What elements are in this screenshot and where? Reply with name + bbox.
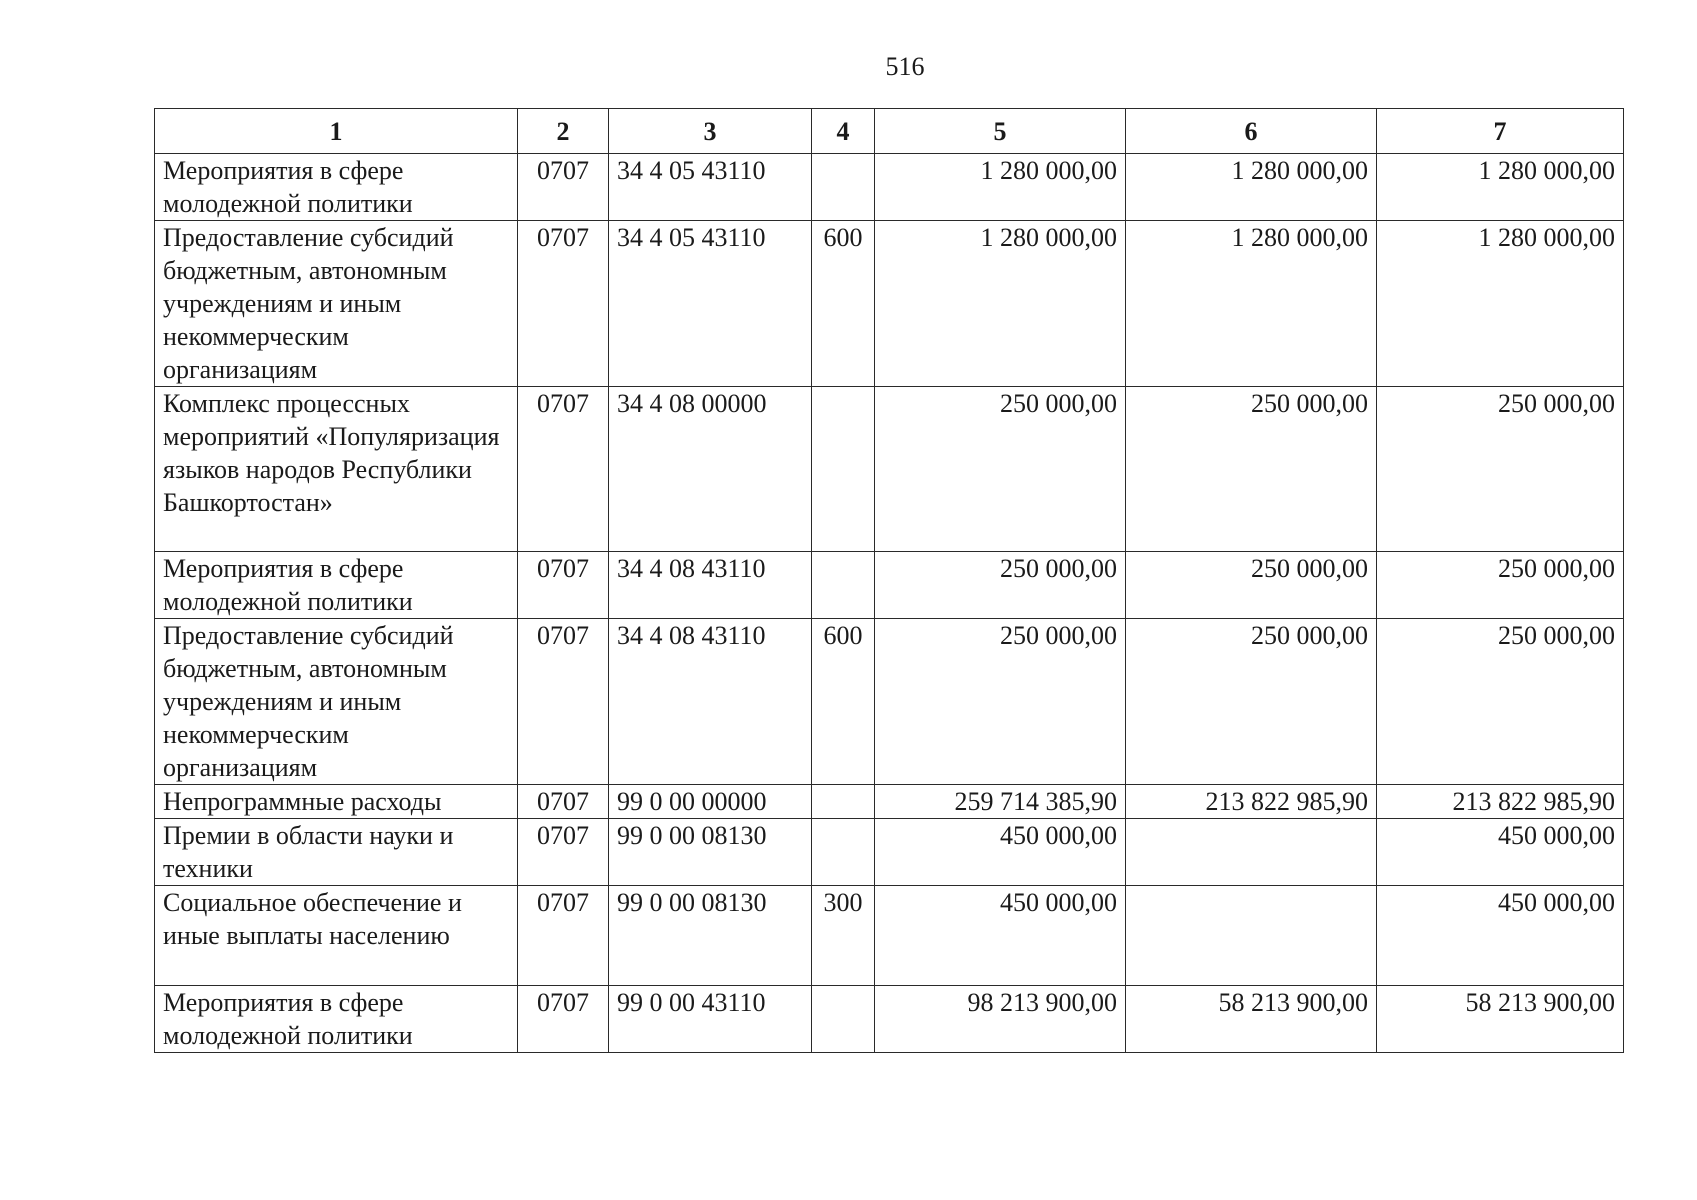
row-section: 0707 [518,387,609,552]
header-col-2: 2 [518,109,609,154]
row-amount-1: 450 000,00 [875,886,1126,986]
table-row [155,819,1624,886]
row-article: 34 4 05 43110 [609,221,812,387]
row-amount-2: 1 280 000,00 [1126,221,1377,387]
header-row [155,109,1624,154]
row-amount-1: 1 280 000,00 [875,154,1126,221]
row-amount-1: 1 280 000,00 [875,221,1126,387]
row-amount-3: 213 822 985,90 [1377,785,1624,819]
row-section: 0707 [518,221,609,387]
row-article: 34 4 08 43110 [609,552,812,619]
row-section: 0707 [518,785,609,819]
row-section: 0707 [518,886,609,986]
row-name: Предоставление субсидий бюджетным, автономным учреждениям и иным некоммерческим организациям [155,619,518,785]
row-name: Мероприятия в сфере молодежной политики [155,552,518,619]
row-expense-type [812,785,875,819]
row-article: 34 4 08 00000 [609,387,812,552]
row-amount-3: 1 280 000,00 [1377,221,1624,387]
row-amount-2: 58 213 900,00 [1126,986,1377,1053]
row-expense-type [812,986,875,1053]
row-amount-3: 250 000,00 [1377,619,1624,785]
row-amount-2: 250 000,00 [1126,619,1377,785]
table-row [155,986,1624,1053]
table-row [155,221,1624,387]
row-expense-type [812,819,875,886]
row-amount-1: 259 714 385,90 [875,785,1126,819]
row-name: Предоставление субсидий бюджетным, автономным учреждениям и иным некоммерческим организациям [155,221,518,387]
row-amount-2 [1126,819,1377,886]
table-row [155,785,1624,819]
row-amount-3: 250 000,00 [1377,387,1624,552]
row-article: 99 0 00 00000 [609,785,812,819]
row-name: Социальное обеспечение и иные выплаты населению [155,886,518,986]
header-col-4: 4 [812,109,875,154]
row-article: 99 0 00 08130 [609,819,812,886]
row-expense-type [812,154,875,221]
row-article: 34 4 05 43110 [609,154,812,221]
row-expense-type: 600 [812,221,875,387]
row-expense-type [812,552,875,619]
row-amount-1: 98 213 900,00 [875,986,1126,1053]
row-name: Премии в области науки и техники [155,819,518,886]
row-name: Комплекс процессных мероприятий «Популяризация языков народов Республики Башкортостан» [155,387,518,552]
row-amount-3: 250 000,00 [1377,552,1624,619]
row-section: 0707 [518,619,609,785]
row-amount-2: 1 280 000,00 [1126,154,1377,221]
row-amount-1: 250 000,00 [875,619,1126,785]
header-col-6: 6 [1126,109,1377,154]
row-section: 0707 [518,552,609,619]
header-col-5: 5 [875,109,1126,154]
row-section: 0707 [518,986,609,1053]
row-article: 34 4 08 43110 [609,619,812,785]
header-col-3: 3 [609,109,812,154]
row-section: 0707 [518,819,609,886]
row-section: 0707 [518,154,609,221]
row-name: Мероприятия в сфере молодежной политики [155,986,518,1053]
row-expense-type [812,387,875,552]
row-article: 99 0 00 43110 [609,986,812,1053]
header-col-1: 1 [155,109,518,154]
row-expense-type: 600 [812,619,875,785]
page-number: 516 [885,52,925,81]
row-name: Мероприятия в сфере молодежной политики [155,154,518,221]
table-row [155,619,1624,785]
row-name: Непрограммные расходы [155,785,518,819]
row-amount-2 [1126,886,1377,986]
row-amount-3: 450 000,00 [1377,819,1624,886]
row-expense-type: 300 [812,886,875,986]
row-amount-2: 250 000,00 [1126,552,1377,619]
row-amount-2: 250 000,00 [1126,387,1377,552]
table-row [155,154,1624,221]
table-row [155,552,1624,619]
row-amount-2: 213 822 985,90 [1126,785,1377,819]
row-amount-1: 250 000,00 [875,552,1126,619]
row-amount-3: 450 000,00 [1377,886,1624,986]
row-amount-1: 250 000,00 [875,387,1126,552]
row-amount-1: 450 000,00 [875,819,1126,886]
header-col-7: 7 [1377,109,1624,154]
row-article: 99 0 00 08130 [609,886,812,986]
table-row [155,387,1624,552]
row-amount-3: 1 280 000,00 [1377,154,1624,221]
row-amount-3: 58 213 900,00 [1377,986,1624,1053]
budget-table [154,108,1624,1053]
table-row [155,886,1624,986]
